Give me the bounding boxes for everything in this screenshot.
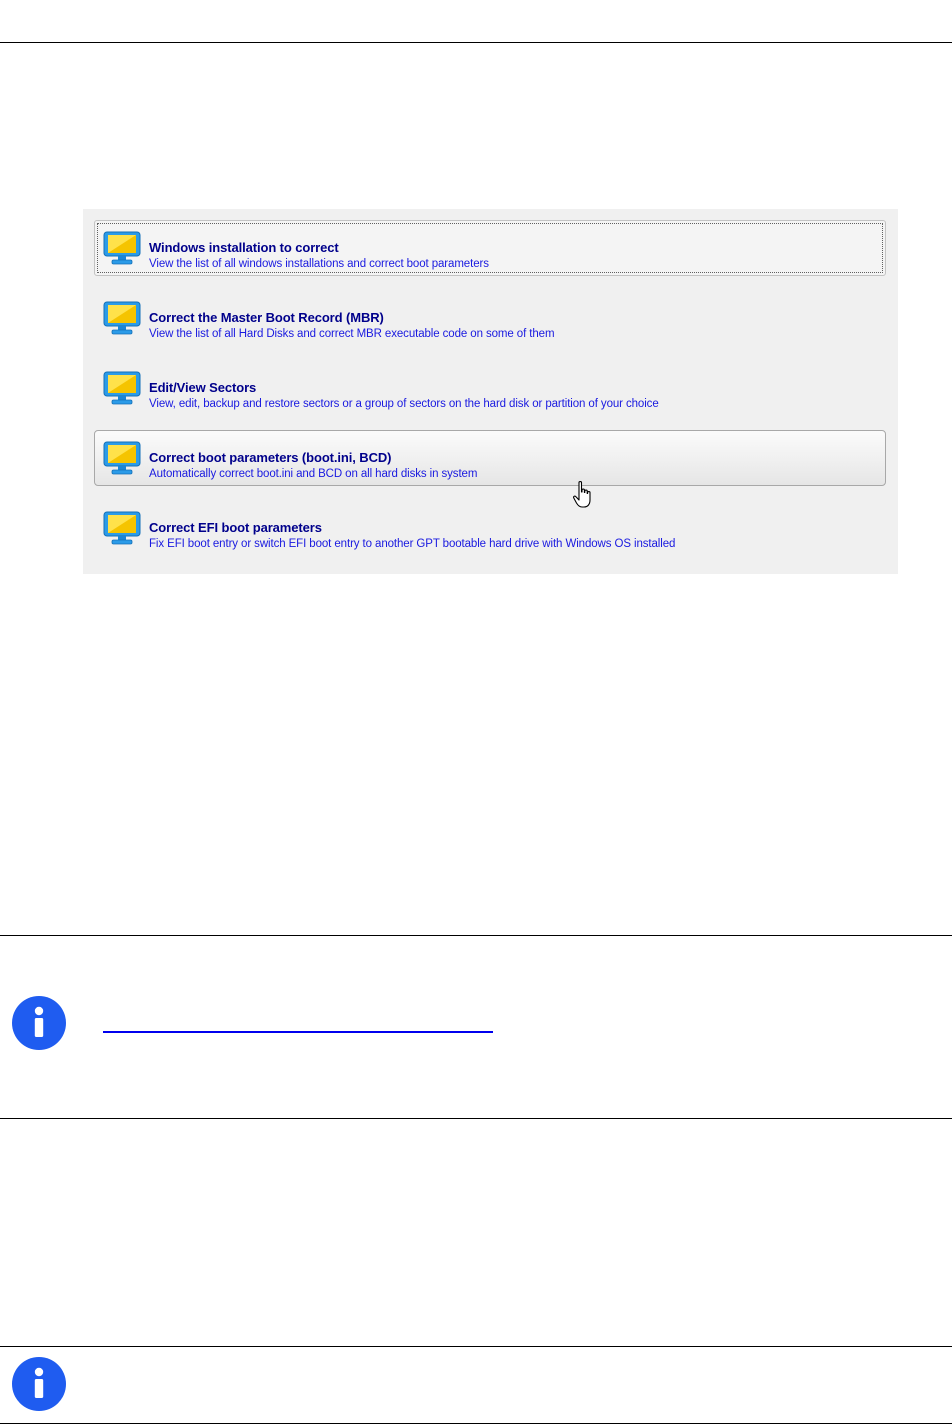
option-description: View the list of all Hard Disks and correct MBR executable code on some of them [149, 328, 555, 340]
option-title: Edit/View Sectors [149, 380, 257, 395]
option-correct-boot-parameters[interactable] [94, 430, 886, 486]
option-correct-mbr[interactable] [94, 290, 886, 346]
info-icon [11, 1356, 67, 1412]
info-note-link[interactable] [103, 1013, 493, 1033]
monitor-icon [102, 440, 142, 476]
monitor-icon [102, 510, 142, 546]
option-title: Windows installation to correct [149, 240, 339, 255]
hand-cursor-icon [572, 480, 596, 510]
top-divider [0, 42, 952, 43]
option-title: Correct the Master Boot Record (MBR) [149, 310, 384, 325]
option-description: Fix EFI boot entry or switch EFI boot entry to another GPT bootable hard drive with Windows OS installed [149, 538, 676, 550]
bottom-divider [0, 1423, 952, 1424]
option-description: View the list of all windows installations and correct boot parameters [149, 258, 489, 270]
option-description: View, edit, backup and restore sectors or a group of sectors on the hard disk or partition of your choice [149, 398, 659, 410]
option-description: Automatically correct boot.ini and BCD on all hard disks in system [149, 468, 478, 480]
option-title: Correct boot parameters (boot.ini, BCD) [149, 450, 392, 465]
monitor-icon [102, 300, 142, 336]
monitor-icon [102, 230, 142, 266]
option-windows-installation[interactable] [94, 220, 886, 276]
monitor-icon [102, 370, 142, 406]
option-edit-view-sectors[interactable] [94, 360, 886, 416]
info-note-top-divider [0, 935, 952, 936]
info-note-bottom-divider [0, 1118, 952, 1119]
option-correct-efi-boot-parameters[interactable] [94, 500, 886, 556]
boot-corrector-options-panel [83, 209, 898, 574]
option-title: Correct EFI boot parameters [149, 520, 322, 535]
second-note-top-divider [0, 1346, 952, 1347]
info-icon [11, 995, 67, 1051]
